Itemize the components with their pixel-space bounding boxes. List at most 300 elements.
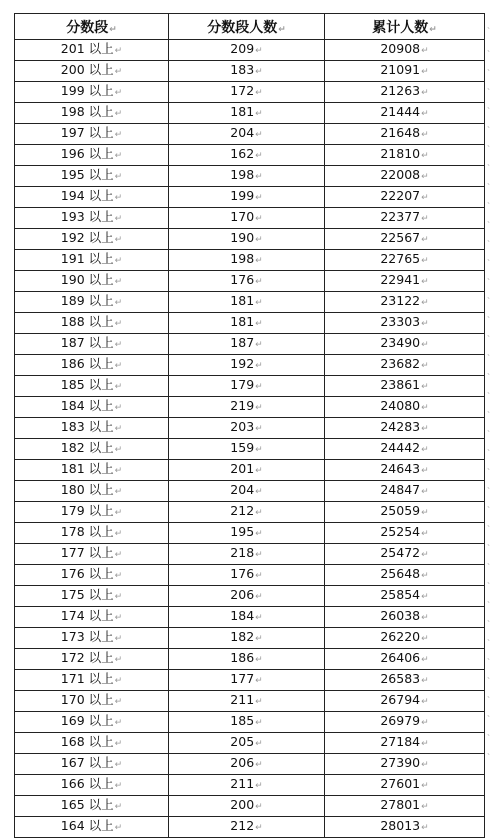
score-range-cell-text: 197 以上 (60, 125, 114, 140)
paragraph-mark: ↵ (421, 67, 429, 77)
paragraph-mark: ↵ (255, 655, 263, 665)
row-end-mark: 、 (487, 690, 495, 699)
paragraph-mark: ↵ (421, 193, 429, 203)
score-range-cell-text: 165 以上 (60, 797, 114, 812)
cumulative-count-cell-text: 27601 (380, 776, 421, 791)
score-range-cell (15, 124, 169, 145)
score-range-cell (15, 796, 169, 817)
cumulative-count-cell-text: 21810 (380, 146, 421, 161)
header-cumulative-count (325, 14, 485, 40)
paragraph-mark: ↵ (255, 424, 263, 434)
segment-count-cell-text: 211 (230, 692, 255, 707)
score-range-cell-text: 172 以上 (60, 650, 114, 665)
cumulative-count-cell-text: 24080 (380, 398, 421, 413)
segment-count-cell-text: 181 (230, 314, 255, 329)
segment-count-cell (169, 460, 325, 481)
cumulative-count-cell-text: 21263 (380, 83, 421, 98)
paragraph-mark: ↵ (109, 24, 117, 35)
row-end-mark: 、 (487, 120, 495, 129)
paragraph-mark: ↵ (278, 24, 286, 35)
cumulative-count-cell-text: 23490 (380, 335, 421, 350)
cumulative-count-cell-text: 24643 (380, 461, 421, 476)
paragraph-mark: ↵ (255, 298, 263, 308)
table-row (15, 145, 485, 166)
segment-count-cell-text: 186 (230, 650, 255, 665)
cumulative-count-cell (325, 229, 485, 250)
paragraph-mark: ↵ (421, 424, 429, 434)
paragraph-mark: ↵ (114, 46, 123, 56)
cumulative-count-cell-text: 20908 (380, 41, 421, 56)
segment-count-cell-text: 198 (230, 251, 255, 266)
segment-count-cell-text: 219 (230, 398, 255, 413)
segment-count-cell-text: 181 (230, 293, 255, 308)
score-range-cell (15, 355, 169, 376)
score-range-cell-text: 175 以上 (60, 587, 114, 602)
cumulative-count-cell (325, 817, 485, 838)
paragraph-mark: ↵ (255, 403, 263, 413)
score-range-cell-text: 166 以上 (60, 776, 114, 791)
score-range-cell (15, 775, 169, 796)
cumulative-count-cell (325, 145, 485, 166)
cumulative-count-cell (325, 334, 485, 355)
table-row (15, 166, 485, 187)
segment-count-cell (169, 418, 325, 439)
table-row (15, 733, 485, 754)
paragraph-mark: ↵ (421, 592, 429, 602)
cumulative-count-cell (325, 733, 485, 754)
paragraph-mark: ↵ (114, 571, 123, 581)
score-range-cell (15, 145, 169, 166)
cumulative-count-cell (325, 40, 485, 61)
segment-count-cell (169, 208, 325, 229)
paragraph-mark: ↵ (429, 24, 437, 35)
score-range-cell-text: 183 以上 (60, 419, 114, 434)
table-row (15, 355, 485, 376)
cumulative-count-cell (325, 775, 485, 796)
cumulative-count-cell-text: 26583 (380, 671, 421, 686)
cumulative-count-cell-text: 26220 (380, 629, 421, 644)
row-end-mark: 、 (487, 538, 495, 547)
table-row (15, 103, 485, 124)
score-range-cell-text: 198 以上 (60, 104, 114, 119)
table-row (15, 292, 485, 313)
paragraph-mark: ↵ (114, 67, 123, 77)
score-range-cell-text: 179 以上 (60, 503, 114, 518)
cumulative-count-cell-text: 26979 (380, 713, 421, 728)
score-range-cell (15, 586, 169, 607)
paragraph-mark: ↵ (421, 319, 429, 329)
cumulative-count-cell (325, 292, 485, 313)
paragraph-mark: ↵ (255, 802, 263, 812)
paragraph-mark: ↵ (114, 529, 123, 539)
score-range-cell-text: 181 以上 (60, 461, 114, 476)
paragraph-mark: ↵ (255, 550, 263, 560)
paragraph-mark: ↵ (114, 445, 123, 455)
score-range-cell (15, 103, 169, 124)
segment-count-cell (169, 607, 325, 628)
row-end-mark: 、 (487, 557, 495, 566)
cumulative-count-cell (325, 691, 485, 712)
row-end-mark: 、 (487, 424, 495, 433)
paragraph-mark: ↵ (255, 529, 263, 539)
cumulative-count-cell (325, 250, 485, 271)
row-end-mark: 、 (487, 329, 495, 338)
score-range-cell-text: 199 以上 (60, 83, 114, 98)
paragraph-mark: ↵ (114, 739, 123, 749)
paragraph-mark: ↵ (114, 298, 123, 308)
paragraph-mark: ↵ (114, 277, 123, 287)
table-row (15, 649, 485, 670)
segment-count-cell (169, 145, 325, 166)
paragraph-mark: ↵ (421, 130, 429, 140)
row-end-mark: 、 (487, 652, 495, 661)
cumulative-count-cell (325, 187, 485, 208)
score-range-cell (15, 40, 169, 61)
paragraph-mark: ↵ (421, 298, 429, 308)
cumulative-count-cell-text: 27801 (380, 797, 421, 812)
cumulative-count-cell-text: 28013 (380, 818, 421, 833)
table-row (15, 628, 485, 649)
row-end-mark: 、 (487, 747, 495, 756)
segment-count-cell (169, 229, 325, 250)
paragraph-mark: ↵ (114, 235, 123, 245)
cumulative-count-cell (325, 544, 485, 565)
score-range-cell (15, 208, 169, 229)
cumulative-count-cell (325, 82, 485, 103)
segment-count-cell-text: 201 (230, 461, 255, 476)
score-range-cell (15, 460, 169, 481)
table-row (15, 250, 485, 271)
score-range-cell-text: 173 以上 (60, 629, 114, 644)
score-range-cell (15, 82, 169, 103)
paragraph-mark: ↵ (114, 340, 123, 350)
paragraph-mark: ↵ (255, 487, 263, 497)
cumulative-count-cell-text: 21648 (380, 125, 421, 140)
paragraph-mark: ↵ (114, 613, 123, 623)
cumulative-count-cell (325, 523, 485, 544)
table-row (15, 334, 485, 355)
segment-count-cell-text: 212 (230, 503, 255, 518)
cumulative-count-cell-text: 22377 (380, 209, 421, 224)
cumulative-count-cell (325, 61, 485, 82)
paragraph-mark: ↵ (421, 823, 429, 833)
score-range-cell (15, 607, 169, 628)
score-range-cell-text: 200 以上 (60, 62, 114, 77)
table-row (15, 397, 485, 418)
row-end-mark: 、 (487, 500, 495, 509)
segment-count-cell (169, 544, 325, 565)
paragraph-mark: ↵ (421, 613, 429, 623)
header-row (15, 14, 485, 40)
segment-count-cell-text: 179 (230, 377, 255, 392)
cumulative-count-cell-text: 25059 (380, 503, 421, 518)
score-range-cell-text: 184 以上 (60, 398, 114, 413)
paragraph-mark: ↵ (114, 550, 123, 560)
paragraph-mark: ↵ (421, 718, 429, 728)
segment-count-cell-text: 176 (230, 272, 255, 287)
cumulative-count-cell (325, 313, 485, 334)
score-range-cell-text: 201 以上 (60, 41, 114, 56)
cumulative-count-cell (325, 103, 485, 124)
score-range-cell-text: 193 以上 (60, 209, 114, 224)
cumulative-count-cell (325, 565, 485, 586)
cumulative-count-cell-text: 22941 (380, 272, 421, 287)
cumulative-count-cell-text: 22207 (380, 188, 421, 203)
paragraph-mark: ↵ (114, 214, 123, 224)
table-row (15, 229, 485, 250)
segment-count-cell (169, 82, 325, 103)
paragraph-mark: ↵ (114, 466, 123, 476)
table-row (15, 796, 485, 817)
row-end-mark: 、 (487, 709, 495, 718)
paragraph-mark: ↵ (114, 361, 123, 371)
score-range-cell (15, 292, 169, 313)
table-row (15, 817, 485, 838)
row-end-mark: 、 (487, 272, 495, 281)
paragraph-mark: ↵ (114, 781, 123, 791)
segment-count-cell-text: 181 (230, 104, 255, 119)
paragraph-mark: ↵ (421, 550, 429, 560)
score-range-cell-text: 169 以上 (60, 713, 114, 728)
header-segment-count (169, 14, 325, 40)
segment-count-cell (169, 733, 325, 754)
row-end-mark: 、 (487, 728, 495, 737)
score-range-cell-text: 167 以上 (60, 755, 114, 770)
cumulative-count-cell-text: 26406 (380, 650, 421, 665)
paragraph-mark: ↵ (255, 592, 263, 602)
table-row (15, 502, 485, 523)
paragraph-mark: ↵ (421, 403, 429, 413)
segment-count-cell-text: 184 (230, 608, 255, 623)
paragraph-mark: ↵ (255, 256, 263, 266)
paragraph-mark: ↵ (255, 508, 263, 518)
score-range-cell (15, 418, 169, 439)
table-row (15, 82, 485, 103)
score-range-cell-text: 178 以上 (60, 524, 114, 539)
table-row (15, 712, 485, 733)
score-range-cell-text: 191 以上 (60, 251, 114, 266)
cumulative-count-cell-text: 24442 (380, 440, 421, 455)
row-end-mark: 、 (487, 21, 495, 30)
paragraph-mark: ↵ (114, 508, 123, 518)
segment-count-cell (169, 397, 325, 418)
segment-count-cell-text: 211 (230, 776, 255, 791)
table-row (15, 418, 485, 439)
segment-count-cell-text: 185 (230, 713, 255, 728)
segment-count-cell-text: 190 (230, 230, 255, 245)
paragraph-mark: ↵ (255, 214, 263, 224)
paragraph-mark: ↵ (421, 340, 429, 350)
score-range-cell-text: 188 以上 (60, 314, 114, 329)
score-range-cell-text: 180 以上 (60, 482, 114, 497)
cumulative-count-cell-text: 24847 (380, 482, 421, 497)
cumulative-count-cell (325, 397, 485, 418)
paragraph-mark: ↵ (255, 634, 263, 644)
row-end-mark: 、 (487, 44, 495, 53)
row-end-mark: 、 (487, 234, 495, 243)
paragraph-mark: ↵ (421, 760, 429, 770)
segment-count-cell-text: 198 (230, 167, 255, 182)
paragraph-mark: ↵ (255, 823, 263, 833)
paragraph-mark: ↵ (114, 487, 123, 497)
segment-count-cell-text: 192 (230, 356, 255, 371)
paragraph-mark: ↵ (255, 172, 263, 182)
paragraph-mark: ↵ (421, 214, 429, 224)
score-range-cell (15, 250, 169, 271)
segment-count-cell-text: 183 (230, 62, 255, 77)
row-end-mark: 、 (487, 215, 495, 224)
paragraph-mark: ↵ (114, 256, 123, 266)
paragraph-mark: ↵ (255, 67, 263, 77)
cumulative-count-cell-text: 27184 (380, 734, 421, 749)
table-row (15, 271, 485, 292)
segment-count-cell (169, 481, 325, 502)
paragraph-mark: ↵ (255, 781, 263, 791)
row-end-mark: 、 (487, 633, 495, 642)
row-end-mark: 、 (487, 443, 495, 452)
score-range-cell (15, 544, 169, 565)
paragraph-mark: ↵ (421, 88, 429, 98)
score-range-cell-text: 168 以上 (60, 734, 114, 749)
paragraph-mark: ↵ (421, 739, 429, 749)
score-table-sheet (14, 13, 484, 838)
score-range-cell (15, 628, 169, 649)
score-range-cell (15, 439, 169, 460)
paragraph-mark: ↵ (114, 403, 123, 413)
row-end-mark: 、 (487, 614, 495, 623)
paragraph-mark: ↵ (421, 256, 429, 266)
paragraph-mark: ↵ (421, 697, 429, 707)
score-range-cell-text: 195 以上 (60, 167, 114, 182)
cumulative-count-cell-text: 27390 (380, 755, 421, 770)
score-range-cell-text: 190 以上 (60, 272, 114, 287)
paragraph-mark: ↵ (421, 571, 429, 581)
cumulative-count-cell (325, 754, 485, 775)
paragraph-mark: ↵ (114, 172, 123, 182)
score-range-cell-text: 187 以上 (60, 335, 114, 350)
segment-count-cell (169, 670, 325, 691)
table-row (15, 376, 485, 397)
paragraph-mark: ↵ (255, 613, 263, 623)
segment-count-cell-text: 206 (230, 587, 255, 602)
paragraph-mark: ↵ (255, 571, 263, 581)
row-end-mark: 、 (487, 291, 495, 300)
paragraph-mark: ↵ (114, 676, 123, 686)
table-row (15, 775, 485, 796)
cumulative-count-cell (325, 712, 485, 733)
paragraph-mark: ↵ (421, 151, 429, 161)
cumulative-count-cell-text: 23122 (380, 293, 421, 308)
score-range-cell-text: 176 以上 (60, 566, 114, 581)
row-end-mark: 、 (487, 576, 495, 585)
paragraph-mark: ↵ (421, 529, 429, 539)
table-row (15, 670, 485, 691)
score-range-cell-text: 192 以上 (60, 230, 114, 245)
cumulative-count-cell (325, 439, 485, 460)
paragraph-mark: ↵ (255, 718, 263, 728)
paragraph-mark: ↵ (421, 277, 429, 287)
row-end-mark: 、 (487, 348, 495, 357)
table-row (15, 754, 485, 775)
table-row (15, 607, 485, 628)
segment-count-cell (169, 649, 325, 670)
cumulative-count-cell-text: 23861 (380, 377, 421, 392)
segment-count-cell (169, 124, 325, 145)
segment-count-cell (169, 586, 325, 607)
paragraph-mark: ↵ (114, 109, 123, 119)
score-range-cell (15, 166, 169, 187)
score-range-cell (15, 481, 169, 502)
segment-count-cell-text: 212 (230, 818, 255, 833)
segment-count-cell (169, 334, 325, 355)
paragraph-mark: ↵ (255, 340, 263, 350)
paragraph-mark: ↵ (114, 760, 123, 770)
segment-count-cell (169, 523, 325, 544)
segment-count-cell (169, 376, 325, 397)
paragraph-mark: ↵ (255, 109, 263, 119)
table-row (15, 691, 485, 712)
cumulative-count-cell-text: 26794 (380, 692, 421, 707)
cumulative-count-cell (325, 355, 485, 376)
cumulative-count-cell-text: 23682 (380, 356, 421, 371)
segment-count-cell-text: 162 (230, 146, 255, 161)
score-range-cell (15, 712, 169, 733)
table-row (15, 40, 485, 61)
segment-count-cell-text: 204 (230, 125, 255, 140)
score-range-cell (15, 733, 169, 754)
segment-count-cell (169, 355, 325, 376)
score-range-cell-text: 185 以上 (60, 377, 114, 392)
cumulative-count-cell (325, 481, 485, 502)
segment-count-cell (169, 502, 325, 523)
header-score-range-label: 分数段 (66, 19, 109, 36)
paragraph-mark: ↵ (255, 697, 263, 707)
segment-count-cell-text: 204 (230, 482, 255, 497)
paragraph-mark: ↵ (421, 109, 429, 119)
row-end-mark: 、 (487, 177, 495, 186)
segment-count-cell (169, 628, 325, 649)
score-range-cell (15, 61, 169, 82)
segment-count-cell (169, 313, 325, 334)
paragraph-mark: ↵ (114, 634, 123, 644)
score-range-cell-text: 177 以上 (60, 545, 114, 560)
score-range-cell (15, 271, 169, 292)
row-end-mark: 、 (487, 519, 495, 528)
paragraph-mark: ↵ (114, 697, 123, 707)
paragraph-mark: ↵ (255, 277, 263, 287)
score-range-cell (15, 229, 169, 250)
edge-marks (487, 13, 497, 761)
paragraph-mark: ↵ (255, 46, 263, 56)
cumulative-count-cell-text: 22765 (380, 251, 421, 266)
paragraph-mark: ↵ (255, 445, 263, 455)
segment-count-cell (169, 103, 325, 124)
table-row (15, 439, 485, 460)
row-end-mark: 、 (487, 139, 495, 148)
cumulative-count-cell (325, 418, 485, 439)
table-row (15, 61, 485, 82)
table-row (15, 565, 485, 586)
row-end-mark: 、 (487, 671, 495, 680)
segment-count-cell (169, 250, 325, 271)
row-end-mark: 、 (487, 101, 495, 110)
segment-count-cell-text: 195 (230, 524, 255, 539)
table-row (15, 544, 485, 565)
cumulative-count-cell-text: 21444 (380, 104, 421, 119)
paragraph-mark: ↵ (421, 802, 429, 812)
segment-count-cell-text: 203 (230, 419, 255, 434)
segment-count-cell-text: 182 (230, 629, 255, 644)
